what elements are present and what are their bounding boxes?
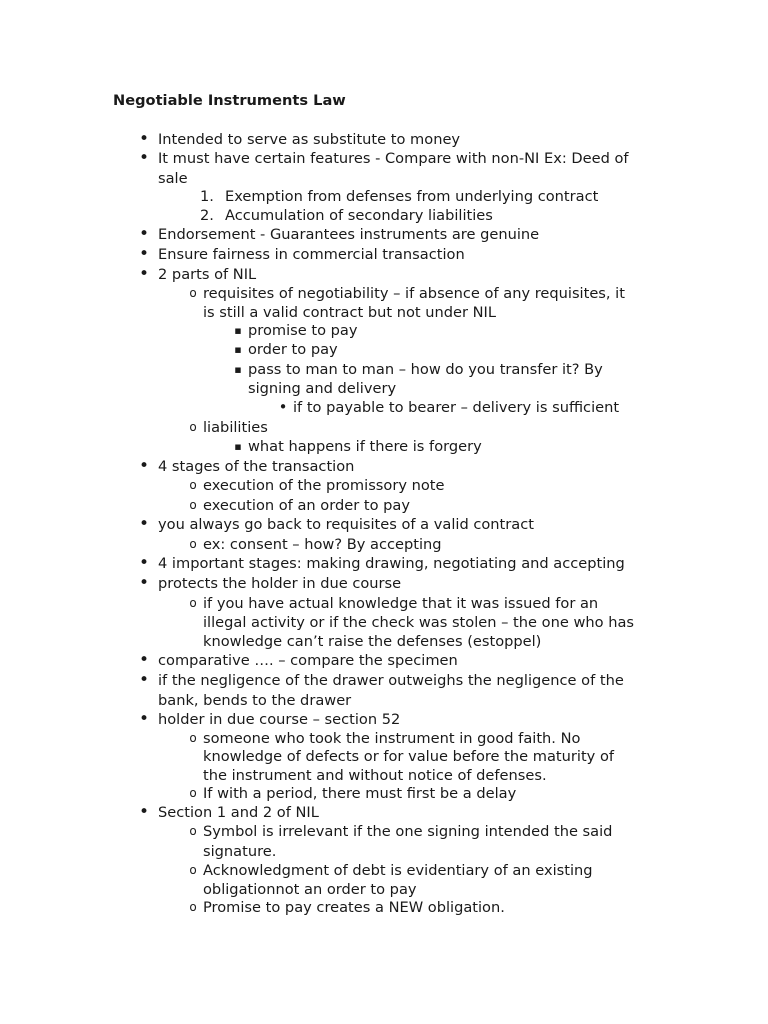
list-item-text: Section 1 and 2 of NIL [158,804,319,821]
list-bullet: o [189,786,197,800]
list-item-text: 4 stages of the transaction [158,458,355,475]
list-item-text: knowledge can’t raise the defenses (estoppel) [203,633,542,650]
list-bullet: o [189,286,197,300]
list-item-text: knowledge of defects or for value before the maturity of [203,748,615,765]
list-item-text: signature. [203,843,277,860]
list-item-text: if you have actual knowledge that it was issued for an [203,595,599,612]
list-item-text: Ensure fairness in commercial transaction [158,246,465,263]
list-bullet: • [138,148,150,168]
list-bullet: • [138,514,150,534]
list-number: 2. [200,207,214,224]
document-title: Negotiable Instruments Law [113,92,346,109]
list-item-text: Accumulation of secondary liabilities [225,207,493,224]
list-item-text: promise to pay [248,322,358,339]
list-item-text: Acknowledgment of debt is evidentiary of an existing [203,862,593,879]
list-item-text: 2 parts of NIL [158,266,257,283]
list-item-text: order to pay [248,341,338,358]
list-bullet: • [138,456,150,476]
list-item-text: illegal activity or if the check was stolen – the one who has [203,614,634,631]
list-item-text: ex: consent – how? By accepting [203,536,442,553]
list-bullet: • [138,244,150,264]
list-item-text: Intended to serve as substitute to money [158,131,461,148]
list-bullet: • [138,802,150,822]
list-bullet: • [138,264,150,284]
list-item-text: If with a period, there must first be a delay [203,785,517,802]
list-item-text: execution of the promissory note [203,477,445,494]
list-item-text: what happens if there is forgery [248,438,482,455]
list-bullet: • [138,553,150,573]
list-bullet: ▪ [234,440,242,453]
list-item-text: protects the holder in due course [158,575,402,592]
list-item-text: Promise to pay creates a NEW obligation. [203,899,505,916]
list-bullet: o [189,420,197,434]
list-bullet: • [138,670,150,690]
list-item-text: comparative …. – compare the specimen [158,652,458,669]
list-item-text: liabilities [203,419,268,436]
list-bullet: • [278,398,288,416]
list-bullet: • [138,650,150,670]
list-bullet: • [138,709,150,729]
list-bullet: ▪ [234,324,242,337]
list-item-text: It must have certain features - Compare with non-NI Ex: Deed of [158,150,629,167]
list-item-text: the instrument and without notice of defenses. [203,767,547,784]
list-item-text: if to payable to bearer – delivery is sufficient [293,399,620,416]
list-item-text: bank, bends to the drawer [158,692,352,709]
list-item-text: requisites of negotiability – if absence of any requisites, it [203,285,625,302]
list-item-text: holder in due course – section 52 [158,711,401,728]
list-bullet: • [138,224,150,244]
list-bullet: o [189,498,197,512]
list-item-text: if the negligence of the drawer outweighs the negligence of the [158,672,624,689]
list-item-text: sale [158,170,188,187]
list-bullet: o [189,596,197,610]
list-item-text: someone who took the instrument in good faith. No [203,730,581,747]
list-number: 1. [200,188,214,205]
list-bullet: o [189,824,197,838]
list-bullet: o [189,863,197,877]
list-item-text: obligationnot an order to pay [203,881,417,898]
list-bullet: ▪ [234,363,242,376]
list-item-text: Symbol is irrelevant if the one signing intended the said [203,823,613,840]
list-item-text: pass to man to man – how do you transfer it? By [248,361,603,378]
list-bullet: ▪ [234,343,242,356]
list-item-text: execution of an order to pay [203,497,410,514]
list-bullet: o [189,900,197,914]
list-item-text: is still a valid contract but not under NIL [203,304,496,321]
list-item-text: 4 important stages: making drawing, negotiating and accepting [158,555,625,572]
list-item-text: Endorsement - Guarantees instruments are genuine [158,226,540,243]
list-bullet: • [138,129,150,149]
list-bullet: • [138,573,150,593]
list-bullet: o [189,731,197,745]
list-item-text: you always go back to requisites of a valid contract [158,516,534,533]
list-bullet: o [189,537,197,551]
list-item-text: Exemption from defenses from underlying contract [225,188,599,205]
list-item-text: signing and delivery [248,380,397,397]
list-bullet: o [189,478,197,492]
